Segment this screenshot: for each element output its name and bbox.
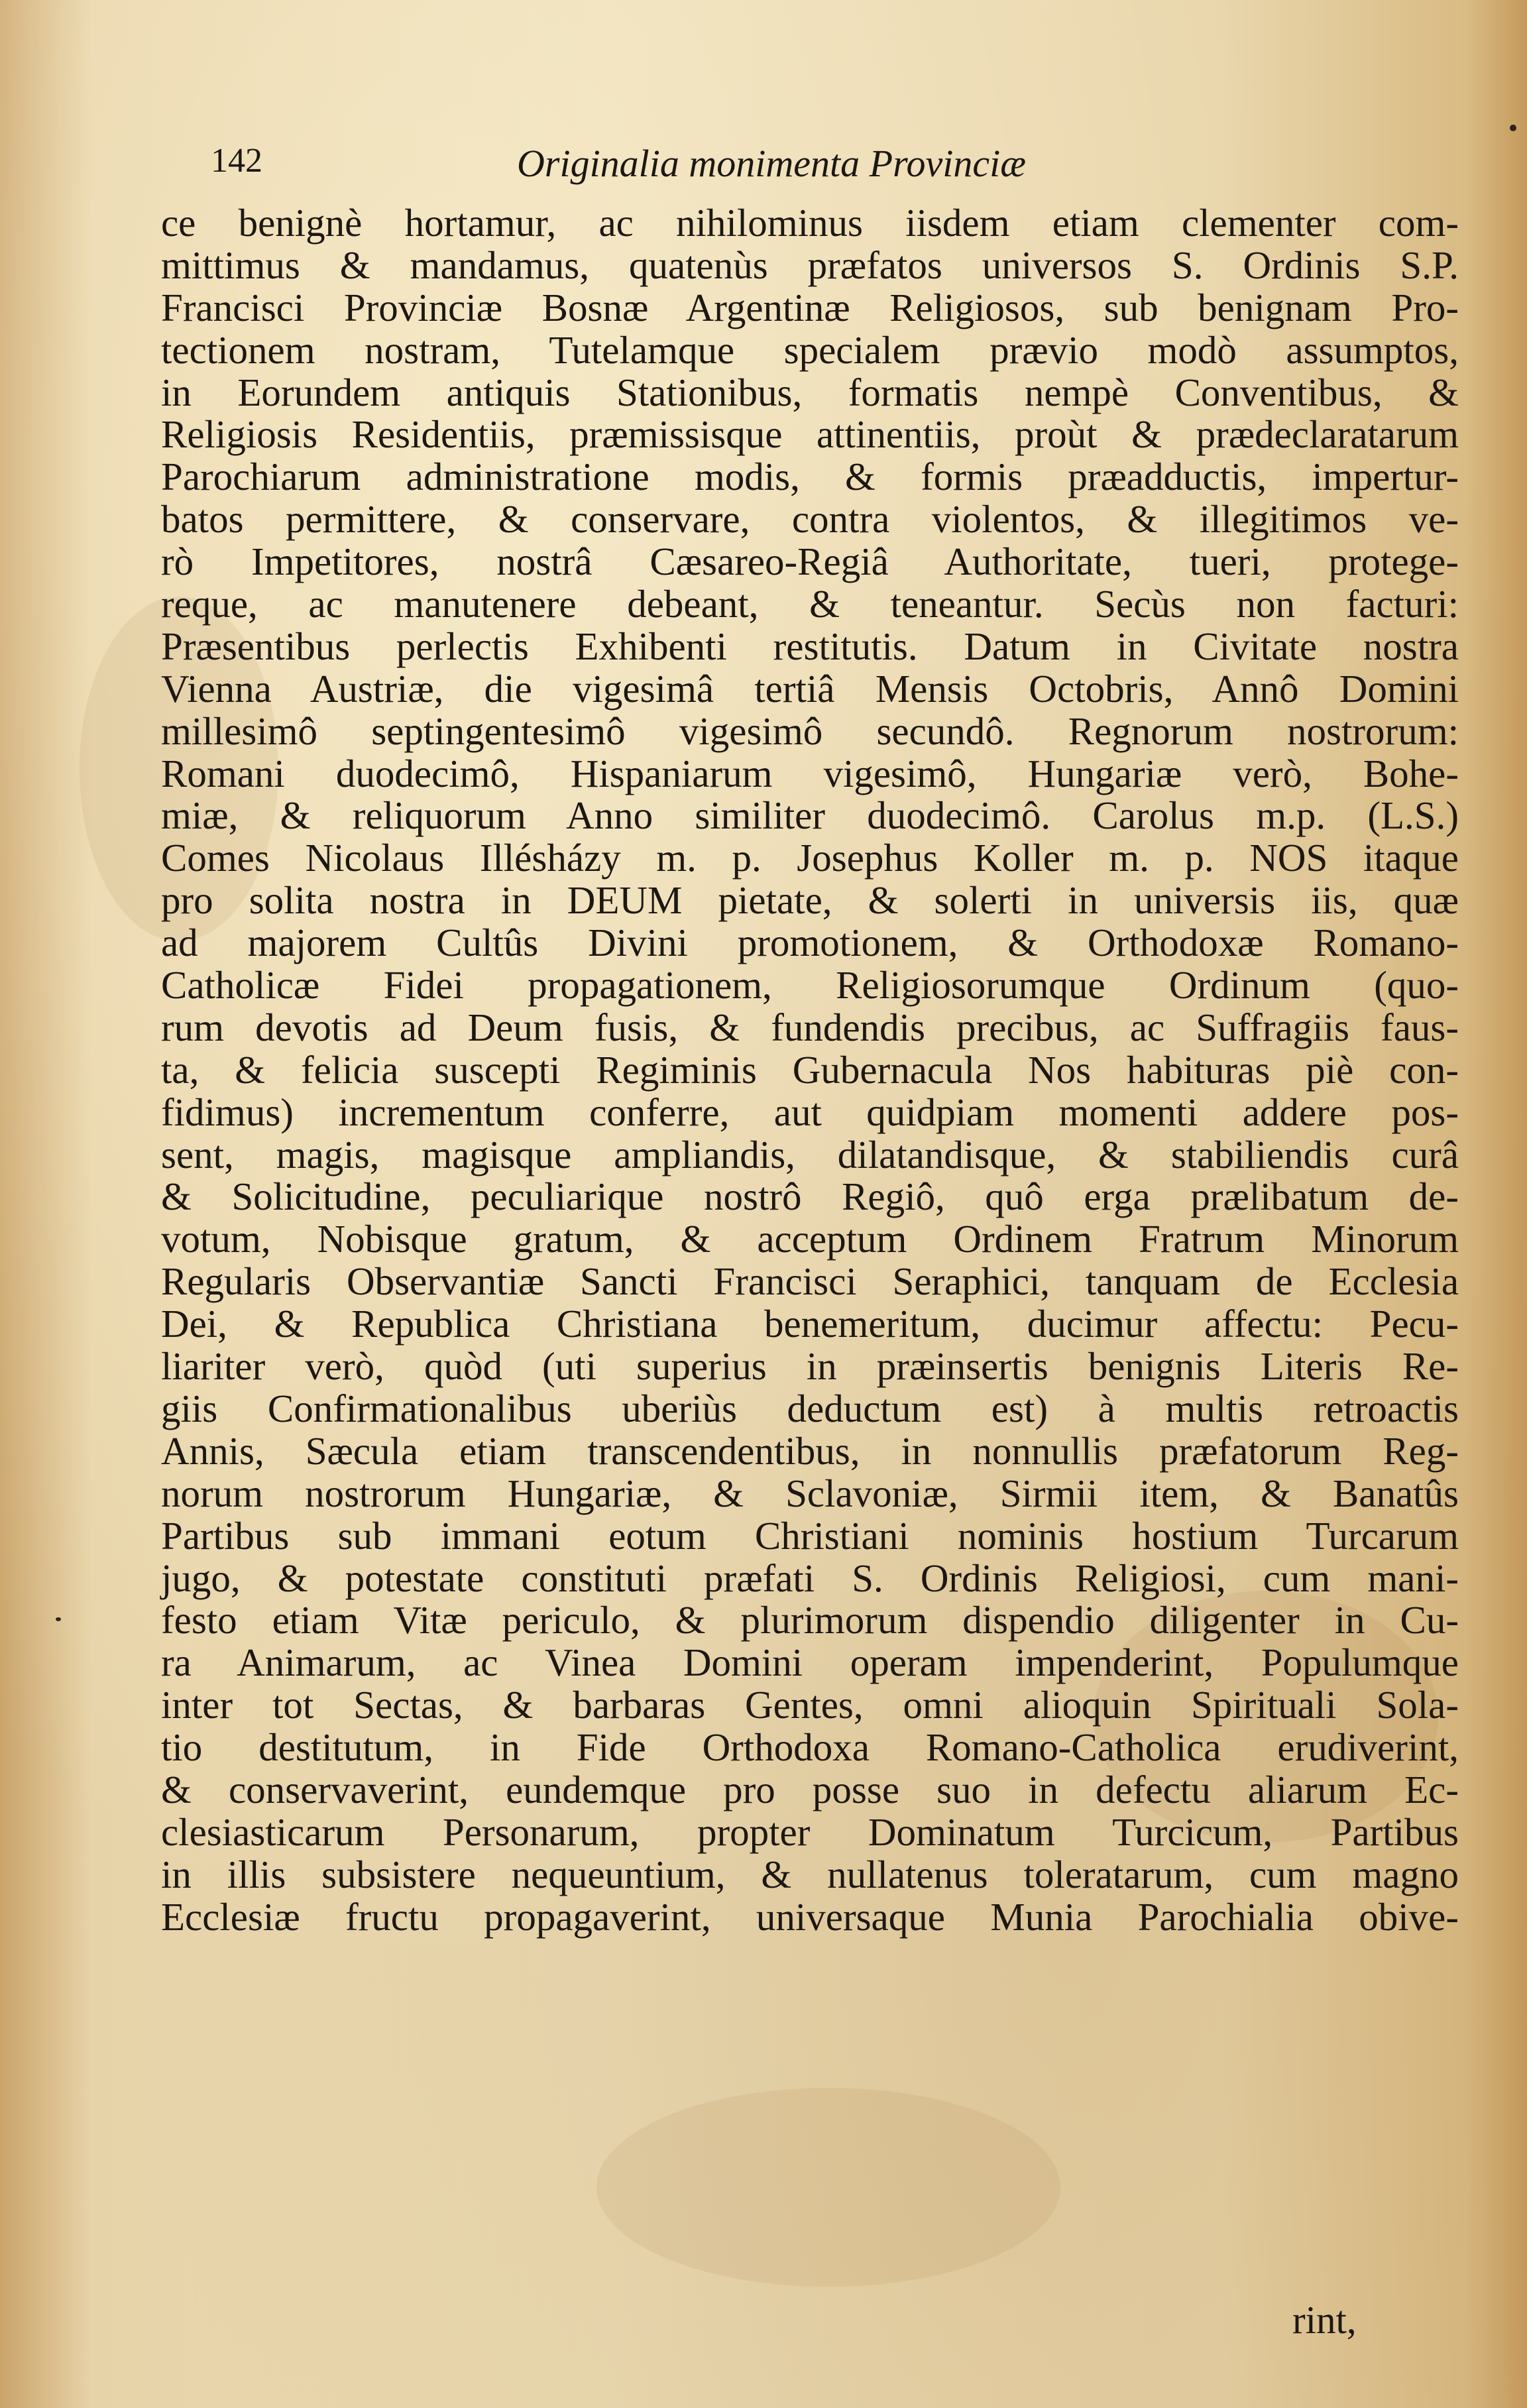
text-line: ce benignè hortamur, ac nihilominus iisdem etiam clementer com- [161, 201, 1459, 245]
paper-stain [596, 2088, 1060, 2287]
page-number: 142 [211, 142, 262, 180]
body-text [161, 202, 1459, 1939]
text-line: Vienna Austriæ, die vigesimâ tertiâ Mensis Octobris, Annô Domini [161, 666, 1459, 711]
text-line: Parochiarum administratione modis, & formis præadductis, impertur- [161, 455, 1459, 499]
text-line: norum nostrorum Hungariæ, & Sclavoniæ, Sirmii item, & Banatûs [161, 1471, 1459, 1515]
ink-speck [1510, 125, 1516, 131]
text-line: Religiosis Residentiis, præmissisque attinentiis, proùt & prædeclaratarum [161, 412, 1459, 457]
text-line: fidimus) incrementum conferre, aut quidpiam momenti addere pos- [161, 1090, 1459, 1134]
text-line: giis Confirmationalibus uberiùs deductum est) à multis retroactis [161, 1386, 1459, 1430]
text-line: in Eorundem antiquis Stationibus, formatis nempè Conventibus, & [161, 370, 1459, 414]
text-line: rum devotis ad Deum fusis, & fundendis precibus, ac Suffragiis faus- [161, 1005, 1459, 1049]
text-line: Romani duodecimô, Hispaniarum vigesimô, Hungariæ verò, Bohe- [161, 751, 1459, 795]
text-line: Dei, & Republica Christiana benemeritum, ducimur affectu: Pecu- [161, 1302, 1459, 1346]
text-line: mittimus & mandamus, quatenùs præfatos universos S. Ordinis S.P. [161, 243, 1459, 287]
text-line: Præsentibus perlectis Exhibenti restitutis. Datum in Civitate nostra [161, 624, 1459, 668]
page-header [199, 141, 1326, 194]
text-line: in illis subsistere nequeuntium, & nullatenus toleratarum, cum magno [161, 1852, 1459, 1896]
text-line: & Solicitudine, peculiarique nostrô Regiô, quô erga prælibatum de- [161, 1175, 1459, 1219]
text-line: tectionem nostram, Tutelamque specialem prævio modò assumptos, [161, 327, 1459, 372]
text-line: tio destitutum, in Fide Orthodoxa Romano-Catholica erudiverint, [161, 1725, 1459, 1770]
text-line: festo etiam Vitæ periculo, & plurimorum dispendio diligenter in Cu- [161, 1598, 1459, 1642]
text-line: batos permittere, & conservare, contra violentos, & illegitimos ve- [161, 497, 1459, 542]
text-line: reque, ac manutenere debeant, & teneantur. Secùs non facturi: [161, 582, 1459, 626]
text-line: & conservaverint, eundemque pro posse suo in defectu aliarum Ec- [161, 1767, 1459, 1811]
text-line: Annis, Sæcula etiam transcendentibus, in nonnullis præfatorum Reg- [161, 1428, 1459, 1473]
catchword: rint, [1292, 2298, 1357, 2342]
text-line: ad majorem Cultûs Divini promotionem, & Orthodoxæ Romano- [161, 921, 1459, 965]
text-line: ra Animarum, ac Vinea Domini operam impenderint, Populumque [161, 1640, 1459, 1685]
text-line: Francisci Provinciæ Bosnæ Argentinæ Religiosos, sub benignam Pro- [161, 285, 1459, 329]
ink-speck [56, 1617, 61, 1621]
text-line: Regularis Observantiæ Sancti Francisci Seraphici, tanquam de Ecclesia [161, 1259, 1459, 1304]
text-line: pro solita nostra in DEUM pietate, & solerti in universis iis, quæ [161, 878, 1459, 923]
running-title: Originalia monimenta Provinciæ [517, 142, 1026, 185]
text-line: millesimô septingentesimô vigesimô secundô. Regnorum nostrorum: [161, 709, 1459, 753]
text-line: inter tot Sectas, & barbaras Gentes, omni alioquin Spirituali Sola- [161, 1683, 1459, 1727]
text-line: votum, Nobisque gratum, & acceptum Ordinem Fratrum Minorum [161, 1217, 1459, 1261]
text-line: Partibus sub immani eotum Christiani nominis hostium Turcarum [161, 1513, 1459, 1558]
text-line: clesiasticarum Personarum, propter Dominatum Turcicum, Partibus [161, 1809, 1459, 1854]
text-line: rò Impetitores, nostrâ Cæsareo-Regiâ Authoritate, tueri, protege- [161, 540, 1459, 584]
text-line: miæ, & reliquorum Anno similiter duodecimô. Carolus m.p. (L.S.) [161, 793, 1459, 838]
text-line: ta, & felicia suscepti Regiminis Gubernacula Nos habituras piè con- [161, 1047, 1459, 1092]
text-line: liariter verò, quòd (uti superius in præinsertis benignis Literis Re- [161, 1344, 1459, 1389]
text-line: sent, magis, magisque ampliandis, dilatandisque, & stabiliendis curâ [161, 1132, 1459, 1176]
text-line: Ecclesiæ fructu propagaverint, universaque Munia Parochialia obive- [161, 1894, 1459, 1939]
text-line: Catholicæ Fidei propagationem, Religiosorumque Ordinum (quo- [161, 963, 1459, 1007]
text-line: jugo, & potestate constituti præfati S. Ordinis Religiosi, cum mani- [161, 1556, 1459, 1600]
text-line: Comes Nicolaus Illésházy m. p. Josephus Koller m. p. NOS itaque [161, 836, 1459, 880]
